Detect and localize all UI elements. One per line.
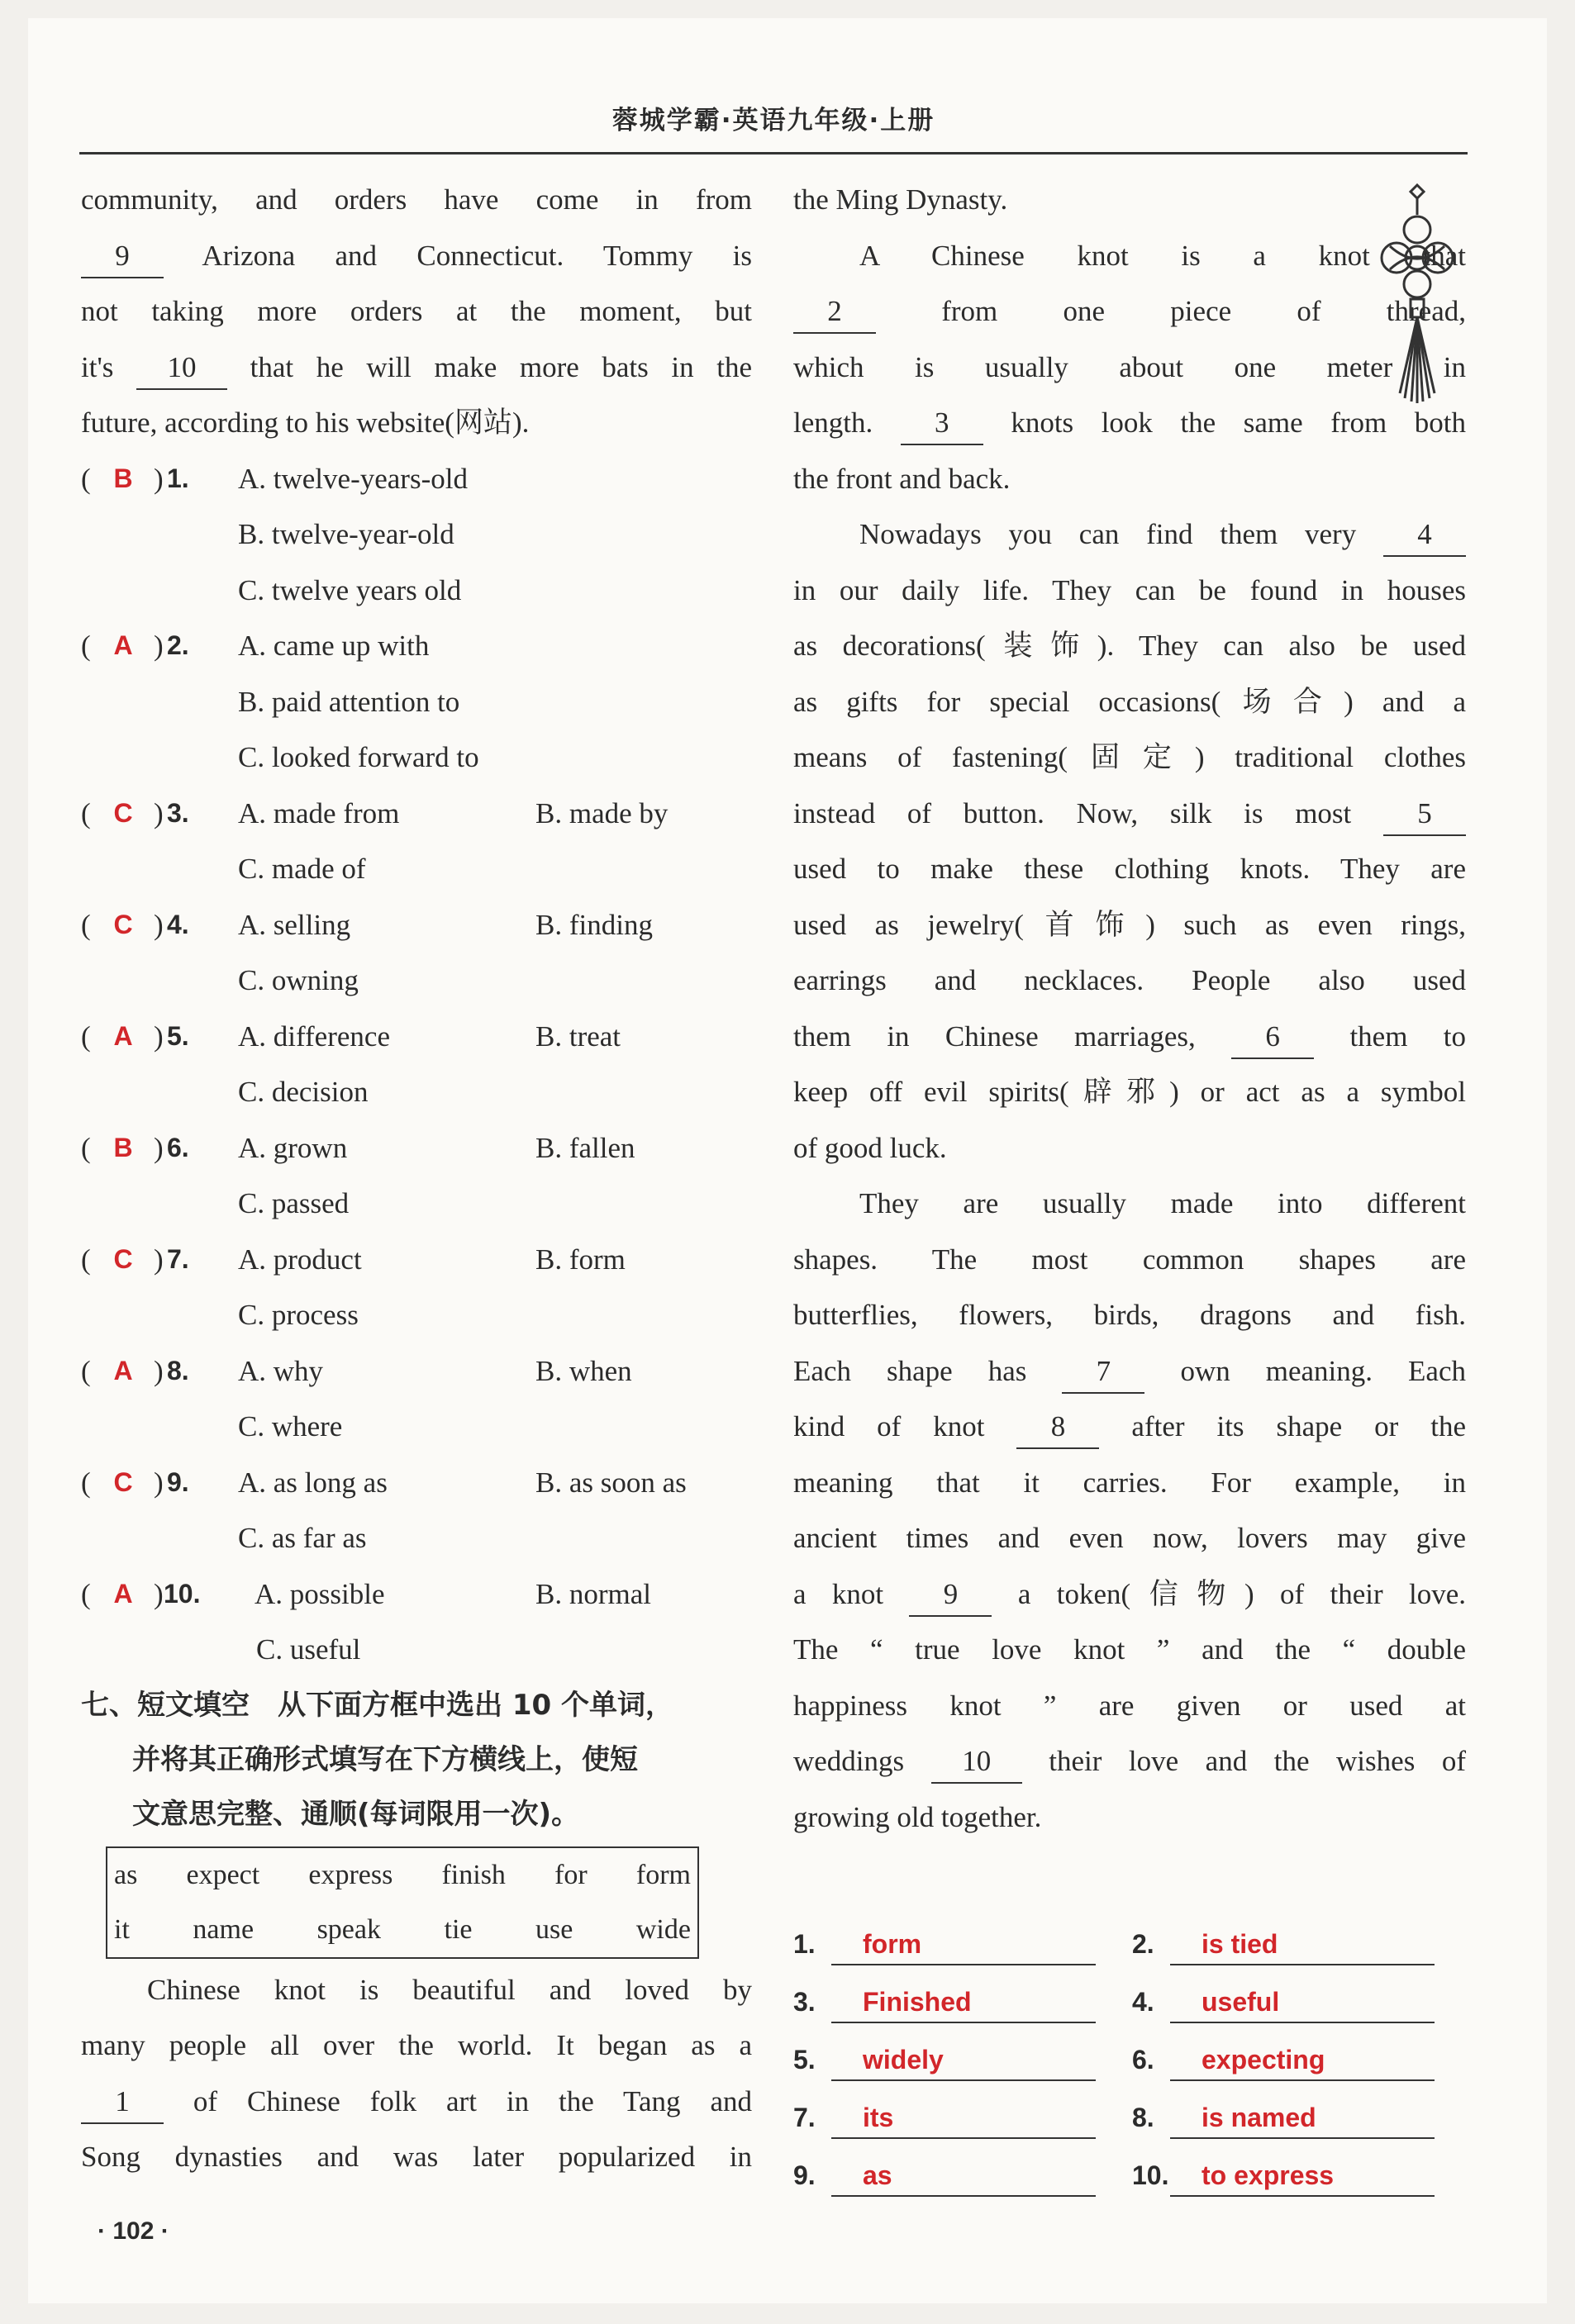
option-a: A. difference xyxy=(238,1019,390,1053)
question-row xyxy=(81,1120,752,1176)
option-a: A. selling xyxy=(238,908,351,941)
blank-number: 1 xyxy=(81,2081,164,2124)
option-a: A. as long as xyxy=(238,1466,388,1499)
blank-number: 3 xyxy=(901,402,983,445)
option-text: B. twelve-year-old xyxy=(238,518,454,550)
blank-number: 9 xyxy=(81,235,164,278)
word-option: for xyxy=(554,1859,588,1890)
blank-number: 8 xyxy=(1016,1406,1099,1449)
question-number: 5. xyxy=(167,1020,189,1051)
text-line: A Chinese knot is a knot that xyxy=(859,239,1466,272)
option-b: B. fallen xyxy=(535,1131,635,1164)
text-line: which is usually about one meter in xyxy=(793,350,1466,383)
question-row xyxy=(81,786,752,842)
answer-value: as xyxy=(831,2155,1096,2197)
answer-letter: A xyxy=(113,1355,133,1385)
answer-number: 1. xyxy=(793,1929,816,1959)
option-text: C. owning xyxy=(238,964,359,996)
blank-number: 5 xyxy=(1383,793,1466,836)
option-text: C. process xyxy=(238,1299,359,1331)
text-line: earrings and necklaces. People also used xyxy=(793,964,1466,996)
paren-close: ) xyxy=(154,796,164,829)
word-option: form xyxy=(635,1859,691,1890)
question-row xyxy=(81,1343,752,1400)
answer-row xyxy=(793,2031,1471,2089)
option-text: C. as far as xyxy=(238,1522,367,1554)
page-header: 蓉城学霸·英语九年级·上册 xyxy=(79,89,1468,154)
text-line xyxy=(793,1399,1466,1455)
paren-open: ( xyxy=(81,1019,91,1053)
option-row xyxy=(81,1510,752,1566)
paren-open: ( xyxy=(81,796,91,829)
question-row xyxy=(81,897,752,953)
answer-number: 8. xyxy=(1132,2103,1154,2132)
answer-letter: B xyxy=(113,463,133,493)
paren-open: ( xyxy=(81,462,91,495)
word-box-row xyxy=(107,1903,697,1957)
text-segment: weddings xyxy=(793,1745,931,1777)
text-line xyxy=(793,1009,1466,1065)
option-a: A. possible xyxy=(255,1577,385,1610)
option-text: C. decision xyxy=(238,1076,369,1108)
paren-open: ( xyxy=(81,1466,91,1499)
answer-number: 2. xyxy=(1132,1929,1154,1959)
option-text: C. passed xyxy=(238,1187,350,1219)
answer-value: to express xyxy=(1170,2155,1435,2197)
option-b: B. form xyxy=(535,1243,626,1276)
question-number: 10. xyxy=(164,1578,201,1609)
option-text: C. twelve years old xyxy=(238,573,462,606)
text-segment: Each shape has xyxy=(793,1354,1063,1387)
text-line: The “ true love knot ” and the “ double xyxy=(793,1633,1466,1666)
answer-value: Finished xyxy=(831,1982,1096,2023)
passage-part-2 xyxy=(81,1962,752,2185)
answer-cell xyxy=(1132,2089,1471,2146)
text-line: butterflies, flowers, birds, dragons and fish. xyxy=(793,1299,1466,1331)
blank-number: 2 xyxy=(793,291,876,334)
blank-number: 10 xyxy=(931,1741,1022,1784)
answer-number: 5. xyxy=(793,2045,816,2074)
text-line: happiness knot ” are given or used at xyxy=(793,1689,1466,1722)
answer-cell xyxy=(793,2031,1132,2089)
text-segment: own meaning. Each xyxy=(1144,1354,1467,1387)
text-line xyxy=(793,506,1466,563)
text-line: growing old together. xyxy=(793,1800,1042,1833)
page-number: · 102 · xyxy=(98,2217,169,2245)
option-row xyxy=(81,1399,752,1455)
question-row xyxy=(81,1455,752,1511)
paren-close: ) xyxy=(154,1131,164,1164)
passage-part-1 xyxy=(81,172,752,451)
answer-cell xyxy=(793,2089,1132,2146)
question-number: 9. xyxy=(167,1466,189,1497)
text-line xyxy=(793,1343,1466,1400)
answer-cell xyxy=(1132,2031,1471,2089)
paren-close: ) xyxy=(154,630,164,662)
text-line: not taking more orders at the moment, but xyxy=(81,295,752,327)
answer-cell xyxy=(1132,2146,1471,2204)
text-segment: knots look the same from both xyxy=(983,406,1466,439)
text-segment: after its shape or the xyxy=(1099,1410,1467,1442)
option-row xyxy=(81,674,752,730)
blank-number: 9 xyxy=(909,1574,992,1617)
text-line: many people all over the world. It began as a xyxy=(81,2029,752,2061)
text-line: in our daily life. They can be found in houses xyxy=(793,573,1466,606)
answer-value: is tied xyxy=(1170,1924,1435,1965)
answer-number: 6. xyxy=(1132,2045,1154,2074)
text-segment: a token(信物) of their love. xyxy=(992,1577,1466,1610)
paren-open: ( xyxy=(81,908,91,941)
question-number: 4. xyxy=(167,909,189,939)
text-segment: length. xyxy=(793,406,901,439)
text-line xyxy=(793,283,1466,340)
answer-row xyxy=(793,1915,1471,1973)
option-b: B. finding xyxy=(535,908,653,941)
option-row xyxy=(81,1622,752,1678)
text-line: Chinese knot is beautiful and loved by xyxy=(147,1973,752,2006)
word-option: use xyxy=(535,1913,573,1945)
word-box-row xyxy=(107,1848,697,1903)
text-line: used to make these clothing knots. They are xyxy=(793,853,1466,885)
paren-close: ) xyxy=(154,1243,164,1276)
paren-open: ( xyxy=(81,1131,91,1164)
text-segment: from one piece of thread, xyxy=(876,295,1466,327)
word-option: wide xyxy=(635,1913,691,1945)
option-text: B. paid attention to xyxy=(238,685,460,718)
answer-value: its xyxy=(831,2098,1096,2139)
text-line xyxy=(793,1566,1466,1623)
text-line xyxy=(793,786,1466,842)
option-a: A. twelve-years-old xyxy=(238,462,468,495)
option-a: A. product xyxy=(238,1243,362,1276)
question-row xyxy=(81,1009,752,1065)
text-line: the front and back. xyxy=(793,462,1011,495)
answer-letter: C xyxy=(113,797,133,828)
text-segment: Arizona and Connecticut. Tommy is xyxy=(164,239,752,272)
word-option: tie xyxy=(444,1913,473,1945)
text-segment: them in Chinese marriages, xyxy=(793,1019,1232,1053)
text-segment: a knot xyxy=(793,1577,910,1610)
question-number: 6. xyxy=(167,1132,189,1162)
word-option: as xyxy=(114,1859,138,1890)
text-segment: that he will make more bats in the xyxy=(227,350,752,383)
answer-grid xyxy=(793,1915,1471,2204)
text-line: shapes. The most common shapes are xyxy=(793,1243,1466,1276)
paren-close: ) xyxy=(154,1577,164,1610)
chinese-knot-icon xyxy=(1372,182,1463,413)
answer-row xyxy=(793,1973,1471,2031)
word-option: expect xyxy=(186,1859,260,1890)
option-b: B. as soon as xyxy=(535,1466,687,1499)
text-line: keep off evil spirits(辟邪) or act as a symbol xyxy=(793,1076,1466,1108)
paren-close: ) xyxy=(154,1019,164,1053)
question-row xyxy=(81,1232,752,1288)
text-line: future, according to his website(网站). xyxy=(81,406,530,439)
answer-letter: C xyxy=(113,1243,133,1274)
option-text: C. where xyxy=(238,1410,343,1442)
question-number: 1. xyxy=(167,463,189,493)
option-text: C. useful xyxy=(256,1633,361,1666)
blank-number: 7 xyxy=(1062,1351,1144,1394)
option-row xyxy=(81,730,752,786)
option-row xyxy=(81,563,752,619)
question-number: 8. xyxy=(167,1355,189,1385)
question-number: 3. xyxy=(167,797,189,828)
question-number: 2. xyxy=(167,630,189,660)
option-row xyxy=(81,1287,752,1343)
text-line: ancient times and even now, lovers may give xyxy=(793,1522,1466,1554)
blank-number: 4 xyxy=(1383,514,1466,557)
question-row xyxy=(81,1566,752,1623)
answer-letter: A xyxy=(113,1020,133,1051)
left-column xyxy=(81,172,752,2185)
answer-letter: C xyxy=(113,909,133,939)
text-line: means of fastening(固定) traditional clothes xyxy=(793,741,1466,773)
text-segment: it's xyxy=(81,350,136,383)
right-column xyxy=(793,172,1466,1845)
word-option: it xyxy=(114,1913,130,1945)
option-row xyxy=(81,841,752,897)
text-line: community, and orders have come in from xyxy=(81,183,752,216)
section-title-line: 七、短文填空 从下面方框中选出 10 个单词， xyxy=(81,1688,673,1722)
answer-cell xyxy=(1132,1915,1471,1973)
blank-number: 6 xyxy=(1231,1016,1314,1059)
option-a: A. came up with xyxy=(238,630,430,662)
choice-questions xyxy=(81,451,752,1678)
text-segment: their love and the wishes of xyxy=(1021,1745,1466,1777)
answer-letter: A xyxy=(113,630,133,660)
text-segment: instead of button. Now, silk is most xyxy=(793,796,1383,829)
paren-close: ) xyxy=(154,462,164,495)
answer-number: 7. xyxy=(793,2103,816,2132)
text-segment: Nowadays you can find them very xyxy=(859,518,1383,550)
option-row xyxy=(81,1176,752,1232)
question-row xyxy=(81,618,752,674)
text-line xyxy=(81,340,752,396)
answer-value: widely xyxy=(831,2040,1096,2081)
text-line xyxy=(81,2074,752,2130)
option-a: A. grown xyxy=(238,1131,348,1164)
paren-open: ( xyxy=(81,630,91,662)
section-title-line: 并将其正确形式填写在下方横线上，使短 xyxy=(132,1742,638,1776)
option-b: B. made by xyxy=(535,796,669,829)
answer-row xyxy=(793,2146,1471,2204)
answer-letter: A xyxy=(113,1578,133,1609)
option-a: A. made from xyxy=(238,796,400,829)
section-7-title xyxy=(81,1678,752,1842)
option-text: C. looked forward to xyxy=(238,741,479,773)
question-row xyxy=(81,451,752,507)
paren-close: ) xyxy=(154,1354,164,1387)
text-line: Song dynasties and was later popularized in xyxy=(81,2141,752,2173)
answer-value: useful xyxy=(1170,1982,1435,2023)
question-number: 7. xyxy=(167,1243,189,1274)
answer-letter: C xyxy=(113,1466,133,1497)
paren-open: ( xyxy=(81,1354,91,1387)
text-line: meaning that it carries. For example, in xyxy=(793,1466,1466,1499)
answer-number: 9. xyxy=(793,2160,816,2190)
text-line: used as jewelry(首饰) such as even rings, xyxy=(793,908,1466,941)
option-row xyxy=(81,953,752,1009)
section-title-line: 文意思完整、通顺(每词限用一次)。 xyxy=(132,1797,580,1831)
answer-number: 3. xyxy=(793,1987,816,2017)
paren-open: ( xyxy=(81,1243,91,1276)
option-b: B. normal xyxy=(535,1577,651,1610)
blank-number: 10 xyxy=(136,347,227,390)
option-text: C. made of xyxy=(238,853,366,885)
paren-close: ) xyxy=(154,908,164,941)
answer-value: form xyxy=(831,1924,1096,1965)
answer-cell xyxy=(793,1973,1132,2031)
word-option: finish xyxy=(441,1859,506,1890)
option-row xyxy=(81,506,752,563)
answer-number: 4. xyxy=(1132,1987,1154,2017)
text-line: They are usually made into different xyxy=(859,1187,1466,1219)
answer-value: is named xyxy=(1170,2098,1435,2139)
word-option: speak xyxy=(316,1913,381,1945)
word-option: express xyxy=(308,1859,393,1890)
text-segment: kind of knot xyxy=(793,1410,1017,1442)
answer-letter: B xyxy=(113,1132,133,1162)
text-line: as decorations(装饰). They can also be used xyxy=(793,630,1466,662)
paren-close: ) xyxy=(154,1466,164,1499)
passage-part-3 xyxy=(793,172,1466,1845)
answer-value: expecting xyxy=(1170,2040,1435,2081)
answer-cell xyxy=(1132,1973,1471,2031)
text-line xyxy=(81,228,752,284)
text-line xyxy=(793,1733,1466,1789)
option-a: A. why xyxy=(238,1354,324,1387)
answer-cell xyxy=(793,2146,1132,2204)
answer-number: 10. xyxy=(1132,2160,1169,2190)
paren-open: ( xyxy=(81,1577,91,1610)
text-segment: them to xyxy=(1314,1019,1466,1053)
text-line xyxy=(793,395,1466,451)
text-line: as gifts for special occasions(场合) and a xyxy=(793,685,1466,718)
option-b: B. treat xyxy=(535,1019,621,1053)
option-b: B. when xyxy=(535,1354,632,1387)
text-segment: of Chinese folk art in the Tang and xyxy=(164,2084,752,2117)
text-line: of good luck. xyxy=(793,1131,947,1164)
answer-cell xyxy=(793,1915,1132,1973)
text-line: the Ming Dynasty. xyxy=(793,183,1008,216)
answer-row xyxy=(793,2089,1471,2146)
option-row xyxy=(81,1064,752,1120)
word-box xyxy=(106,1846,699,1959)
word-option: name xyxy=(193,1913,255,1945)
